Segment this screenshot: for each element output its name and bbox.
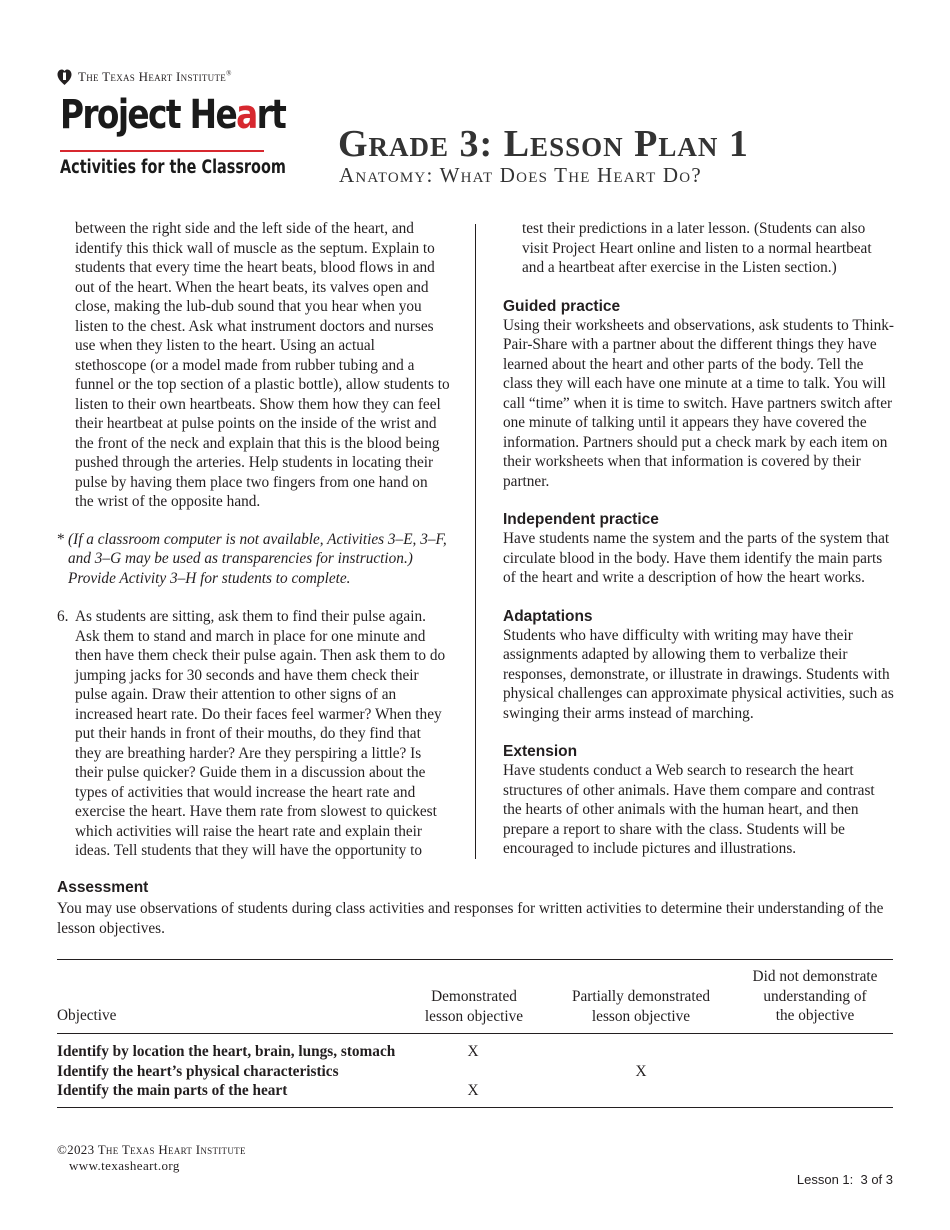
assessment-heading: Assessment: [57, 879, 149, 896]
objective-cell: Identify the heart’s physical characteristics: [57, 1063, 339, 1080]
continued-paragraph-right: test their predictions in a later lesson. (Students can also visit Project Heart online and listen to a normal heartbeat and a heartbeat after exercise in the Listen section.): [522, 220, 872, 276]
right-column: [503, 219, 895, 859]
objective-cell: Identify by location the heart, brain, lungs, stomach: [57, 1043, 396, 1060]
column-header-objective: Objective: [57, 1007, 117, 1024]
classroom-note: * (If a classroom computer is not available, Activities 3–E, 3–F, and 3–G may be used as transparencies for instruction.) Provide Activity 3–H for students to complete.: [57, 530, 447, 587]
institute-line: [57, 68, 232, 86]
section-text: Using their worksheets and observations, ask students to Think-Pair-Share with a partner about the different things they have learned about the heart and other parts of the body. Tell the class they will each have one minute at a time to talk. You will call “time” when it is time to switch. Have partners switch after one minute of talking until it appears they have covered the information. Partners should put a check mark by each item on their worksheets when that information is covered by their partner.: [503, 316, 895, 490]
section-heading: Independent practice: [503, 511, 659, 528]
left-column: [57, 219, 450, 861]
table-row: [57, 1081, 893, 1101]
table-row: [57, 1062, 893, 1082]
demonstrated-mark: X: [467, 1082, 479, 1099]
section-heading: Extension: [503, 743, 578, 760]
table-rule: [57, 1107, 893, 1108]
column-divider: [475, 224, 476, 859]
project-heart-title: Project Heart: [60, 92, 286, 138]
title-rule: [60, 150, 264, 152]
website-link[interactable]: www.texasheart.org: [69, 1158, 180, 1173]
section-text: Have students conduct a Web search to research the heart structures of other animals. Have them compare and contrast the hearts of other animals with the human heart, and then prepare a report to share with the class. Students will be encouraged to include pictures and illustrations.: [503, 762, 875, 857]
demonstrated-mark: X: [467, 1043, 479, 1060]
copyright: ©2023 The Texas Heart Institute: [57, 1142, 246, 1157]
institute-name: The Texas Heart Institute®: [78, 69, 232, 84]
section-heading: Guided practice: [503, 297, 621, 315]
lesson-subtitle: Anatomy: What Does The Heart Do?: [339, 163, 702, 187]
column-header-not-demonstrated: Did not demonstrate understanding of the objective: [752, 968, 878, 1024]
partial-mark: X: [635, 1063, 647, 1080]
objective-cell: Identify the main parts of the heart: [57, 1082, 288, 1099]
section-heading: Adaptations: [503, 607, 593, 625]
continued-paragraph: between the right side and the left side of the heart, and identify this thick wall of muscle as the septum. Explain to students that every time the heart beats, blood flows in and out of the heart. When the heart beats, its valves open and close, making the lub-dub sound that you hear when you listen to the chest. Ask what instrument doctors and nurses use when they listen to the heart. Using an actual stethoscope (or a model made from rubber tubing and a funnel or the top section of a plastic bottle), allow students to listen to their own heartbeats. Show them how they can feel their heartbeat at pulse points on the inside of the wrist and the front of the neck and explain that this is the blood being pushed through the arteries. Help students in locating their pulse by having them place two fingers from one hand on the wrist of the opposite hand.: [75, 220, 450, 510]
heart-logo-icon: [57, 68, 72, 86]
page-number: Lesson 1: 3 of 3: [796, 1172, 893, 1187]
section-text: Have students name the system and the parts of the system that circulate blood in the body. Have them identify the main parts of the heart and write a description of how the heart works.: [503, 530, 890, 586]
table-row: [57, 1042, 893, 1062]
list-item-6: 6. As students are sitting, ask them to find their pulse again. Ask them to stand and march in place for one minute and then have them check their pulse again. Then ask them to do jumping jacks for 30 seconds and have them check their pulse again. Draw their attention to other signs of an increased heart rate. Do their faces feel warmer? When they put their hands in front of their mouths, do they find that they are breathing harder? Are they perspiring a little? Is their pulse quicker? Guide them in a discussion about the types of activities that would increase the heart rate and exercise the heart. Have them rate from slowest to quickest which activities will raise the heart rate and explain their ideas. Tell students that they will have the opportunity to: [57, 608, 446, 859]
column-header-partial: Partially demonstrated lesson objective: [571, 988, 711, 1025]
section-text: Students who have difficulty with writing may have their assignments adapted by allowing them to verbalize their responses, demonstrate, or illustrate in drawings. Students with physical challenges can approximate physical activities, such as swinging their arms instead of marching.: [503, 626, 894, 722]
assessment-text: You may use observations of students during class activities and responses for written activities to determine their understanding of the lesson objectives.: [57, 900, 884, 937]
lesson-title: Grade 3: Lesson Plan 1: [338, 123, 749, 165]
table-rule: [57, 1033, 893, 1034]
column-header-demonstrated: Demonstrated lesson objective: [424, 988, 524, 1025]
table-rule: [57, 959, 893, 960]
project-subtitle: Activities for the Classroom: [60, 157, 286, 178]
